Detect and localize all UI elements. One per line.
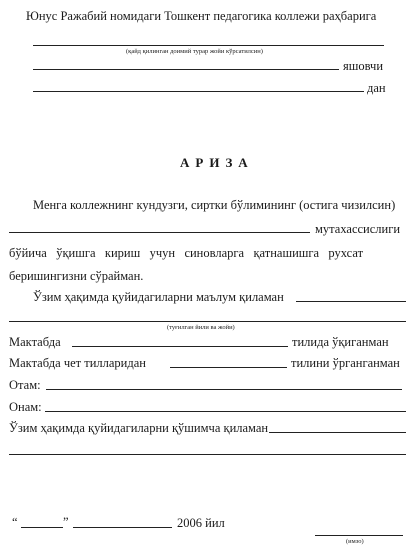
mother-line[interactable] [45,411,406,412]
recipient-heading: Юнус Ражабий номидаги Тошкент педагогика коллежи раҳбарига [26,9,377,23]
birth-hint: (туғилган йили ва жойи) [167,324,235,331]
body-line-4: беришингизни сўрайман. [9,269,144,283]
birth-line[interactable] [9,321,406,322]
specialty-line[interactable] [9,232,310,233]
signature-hint: (имзо) [346,538,364,545]
foreign-suffix: тилини ўрганганман [291,356,400,370]
body-line-1: Менга коллежнинг кундузги, сиртки бўлимининг (остига чизилсин) [33,198,396,212]
date-day-line[interactable] [21,527,63,528]
date-month-line[interactable] [73,527,172,528]
extra-label: Ўзим ҳақимда қуйидагиларни қўшимча қиламан [9,421,269,435]
resident-line[interactable] [33,69,339,70]
date-quote-close: ” [63,515,69,529]
extra-line-1[interactable] [269,432,406,433]
school-label: Мактабда [9,335,61,349]
signature-line[interactable] [315,535,403,536]
extra-line-2[interactable] [9,454,406,455]
father-label: Отам: [9,378,41,392]
body-line-3: бўйича ўқишга кириш учун синовларга қатнашишга рухсат [9,246,364,260]
school-suffix: тилида ўқиганман [292,335,389,349]
specialty-suffix: мутахассислиги [315,222,401,236]
date-quote-open: “ [12,515,18,529]
address-line[interactable] [33,45,384,46]
father-line[interactable] [46,389,402,390]
resident-suffix: яшовчи [343,59,384,73]
mother-label: Онам: [9,400,42,414]
info-line[interactable] [296,301,406,302]
body-line-5: Ўзим ҳақимда қуйидагиларни маълум қиламан [33,290,284,304]
from-line[interactable] [33,91,364,92]
foreign-language-line[interactable] [170,367,287,368]
document-title: АРИЗА [180,155,254,170]
date-year: 2006 йил [177,516,225,530]
foreign-label: Мактабда чет тилларидан [9,356,146,370]
address-hint: (қайд қилинган доимий турар жойи кўрсатилсин) [126,48,263,55]
school-language-line[interactable] [72,346,288,347]
from-suffix: дан [367,81,386,95]
